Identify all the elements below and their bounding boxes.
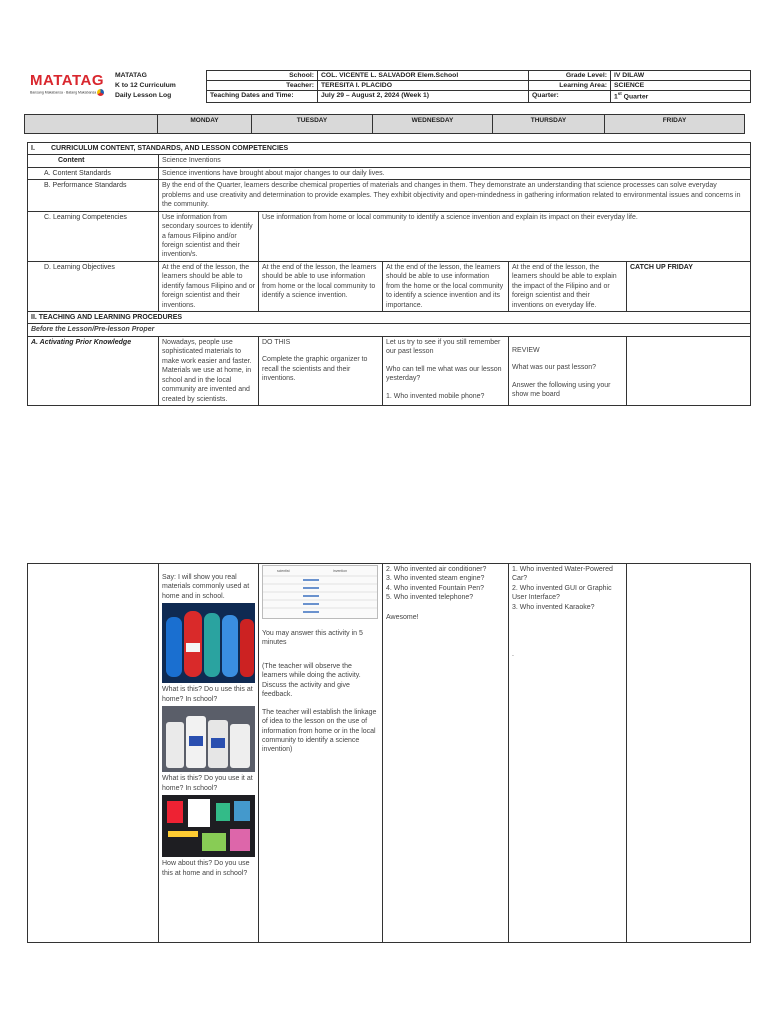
apk-thursday: REVIEW What was our past lesson? Answer the following using your show me board (509, 336, 627, 405)
performance-standards-label: B. Performance Standards (28, 180, 159, 211)
objective-thursday: At the end of the lesson, the learners should be able to explain the impact of the Filipino and or foreign scientist and their inventions on everyday life. (509, 261, 627, 311)
p2-tuesday: scientist invention You may answer this activity in 5 minutes (The teacher will observe the learners while doing the activity. Discuss the activity and give feedback. The teacher will establish the linkage of idea to the lesson on the use of information from home or in the local community to identify a science invention) (259, 564, 383, 943)
competency-rest: Use information from home or local community to identify a science invention and explain its impact on their everyday life. (259, 211, 751, 261)
curriculum-line-1: MATATAG (112, 71, 207, 81)
learning-competencies-label: C. Learning Competencies (28, 211, 159, 261)
area-value: SCIENCE (611, 81, 751, 91)
area-label: Learning Area: (529, 81, 611, 91)
logo-word: MATATAG (30, 72, 105, 89)
curriculum-line-3: Daily Lesson Log (115, 91, 172, 99)
school-value: COL. VICENTE L. SALVADOR Elem.School (318, 71, 529, 81)
dates-value: July 29 – August 2, 2024 (Week 1) (318, 91, 529, 102)
curriculum-line-2: K to 12 Curriculum (115, 81, 176, 89)
header-table (112, 70, 751, 103)
school-supplies-photo (162, 795, 255, 857)
content-value: Science Inventions (159, 155, 751, 167)
day-friday: FRIDAY (605, 115, 745, 134)
objective-wednesday: At the end of the lesson, the learners should be able to use information from the home or the local community to identify a science invention and its importance. (383, 261, 509, 311)
content-standards-label: A. Content Standards (28, 167, 159, 179)
svg-text:scientist: scientist (277, 569, 290, 573)
objective-tuesday: At the end of the lesson, the learners should be able to use information from home or the local community to identify a science invention. (259, 261, 383, 311)
learning-objectives-label: D. Learning Objectives (28, 261, 159, 311)
day-thursday: THURSDAY (493, 115, 605, 134)
dates-label: Teaching Dates and Time: (207, 91, 318, 102)
school-label: School: (207, 71, 318, 81)
performance-standards-text: By the end of the Quarter, learners describe chemical properties of materials and changes in them. They demonstrate an understanding that science processes can solve everyday problems and use creativity and determination to provide examples. They exhibit objectivity and open-mindedness in gathering information related to environmental issues and concerns in the community. (159, 180, 751, 211)
before-lesson-heading: Before the Lesson/Pre-lesson Proper (28, 324, 751, 336)
logo-tagline: Bansang Makabansa · Batang Makabansa (30, 90, 97, 95)
quarter-label: Quarter: (529, 91, 611, 102)
content-standards-text: Science inventions have brought about major changes to our daily lives. (159, 167, 751, 179)
graphic-organizer (262, 565, 378, 619)
quarter-value: 1st Quarter (611, 91, 751, 102)
teacher-label: Teacher: (207, 81, 318, 91)
grade-value: IV DILAW (611, 71, 751, 81)
section1-heading: I. CURRICULUM CONTENT, STANDARDS, AND LESSON COMPETENCIES (28, 143, 751, 155)
day-tuesday: TUESDAY (252, 115, 373, 134)
lesson-table-continued (27, 563, 751, 943)
lesson-table (27, 142, 751, 406)
lpg-tanks-photo (162, 603, 255, 683)
objective-friday: CATCH UP FRIDAY (627, 261, 751, 311)
grade-label: Grade Level: (529, 71, 611, 81)
p2-thursday: 1. Who invented Water-Powered Car? 2. Who invented GUI or Graphic User Interface? 3. Who invented Karaoke? . (509, 564, 627, 943)
day-monday: MONDAY (158, 115, 252, 134)
apk-monday: Nowadays, people use sophisticated materials to make work easier and faster. Materials we use at home, in school and in the local community are invented and created by scientists. (159, 336, 259, 405)
apk-tuesday: DO THIS Complete the graphic organizer to recall the scientists and their inventions. (259, 336, 383, 405)
days-bar (24, 114, 745, 134)
p2-wednesday: 2. Who invented air conditioner? 3. Who invented steam engine? 4. Who invented Fountain Pen? 5. Who invented telephone? Awesome! (383, 564, 509, 943)
content-label: Content (28, 155, 159, 167)
teacher-value: TERESITA I. PLACIDO (318, 81, 529, 91)
svg-text:invention: invention (333, 569, 348, 573)
deped-seal-icon (97, 89, 104, 96)
bleach-bottles-photo (162, 706, 255, 772)
activating-prior-knowledge-label: A. Activating Prior Knowledge (28, 336, 159, 405)
competency-monday: Use information from secondary sources to identify a famous Filipino and/or foreign scientist and their invention/s. (159, 211, 259, 261)
apk-wednesday: Let us try to see if you still remember our past lesson Who can tell me what was our lesson yesterday? 1. Who invented mobile phone? (383, 336, 509, 405)
p2-monday: Say: I will show you real materials commonly used at home and in school. What is this? Do u use this at home? In school? What is this? Do you use it at home? In school? How about this? Do you use this at home and in school? (159, 564, 259, 943)
matatag-logo (30, 72, 110, 102)
section2-heading: II. TEACHING AND LEARNING PROCEDURES (28, 312, 751, 324)
objective-monday: At the end of the lesson, the learners should be able to identify famous Filipino and or foreign scientist and their inventions. (159, 261, 259, 311)
day-wednesday: WEDNESDAY (373, 115, 493, 134)
